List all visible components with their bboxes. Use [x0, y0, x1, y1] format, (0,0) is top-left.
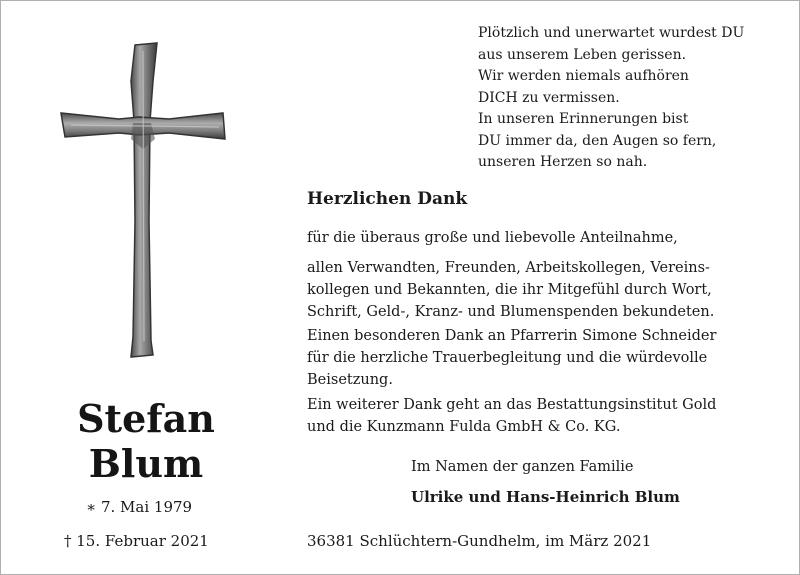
thanks-line: Ein weiterer Dank geht an das Bestattungsinstitut Gold [307, 397, 717, 413]
thanks-line: allen Verwandten, Freunden, Arbeitskollegen, Vereins- [307, 260, 710, 276]
poem [478, 23, 744, 174]
thanks-line: Beisetzung. [307, 372, 393, 388]
place-date: 36381 Schlüchtern-Gundhelm, im März 2021 [307, 532, 652, 550]
poem-line: In unseren Erinnerungen bist [478, 111, 689, 127]
thanks-paragraph [307, 325, 716, 391]
thanks-line: für die überaus große und liebevolle Anteilnahme, [307, 230, 678, 246]
thanks-line: Einen besonderen Dank an Pfarrerin Simone Schneider [307, 328, 717, 344]
thanks-line: und die Kunzmann Fulda GmbH & Co. KG. [307, 419, 621, 435]
thanks-paragraph [307, 394, 716, 438]
signature-names: Ulrike und Hans-Heinrich Blum [411, 488, 680, 506]
death-date: † 15. Februar 2021 [64, 532, 209, 550]
deceased-last-name: Blum [88, 441, 204, 486]
poem-line: DU immer da, den Augen so fern, [478, 132, 717, 149]
thanks-paragraph [307, 257, 714, 323]
poem-line: aus unserem Leben gerissen. [478, 46, 687, 63]
poem-line: unseren Herzen so nah. [478, 154, 648, 170]
thanks-heading: Herzlichen Dank [307, 189, 468, 209]
thanks-line: kollegen und Bekannten, die ihr Mitgefühl durch Wort, [307, 282, 712, 298]
poem-line: Wir werden niemals aufhören [478, 68, 689, 84]
thanks-paragraph [307, 227, 678, 249]
thanks-line: für die herzliche Trauerbegleitung und die würdevolle [307, 350, 708, 366]
deceased-first-name: Stefan [77, 396, 215, 441]
poem-line: Plötzlich und unerwartet wurdest DU [478, 25, 745, 41]
signature-intro: Im Namen der ganzen Familie [411, 459, 634, 475]
cross-icon [59, 41, 229, 361]
poem-line: DICH zu vermissen. [478, 89, 620, 106]
thanks-line: Schrift, Geld-, Kranz- und Blumenspenden bekundeten. [307, 304, 715, 320]
birth-date: ∗ 7. Mai 1979 [86, 498, 193, 516]
